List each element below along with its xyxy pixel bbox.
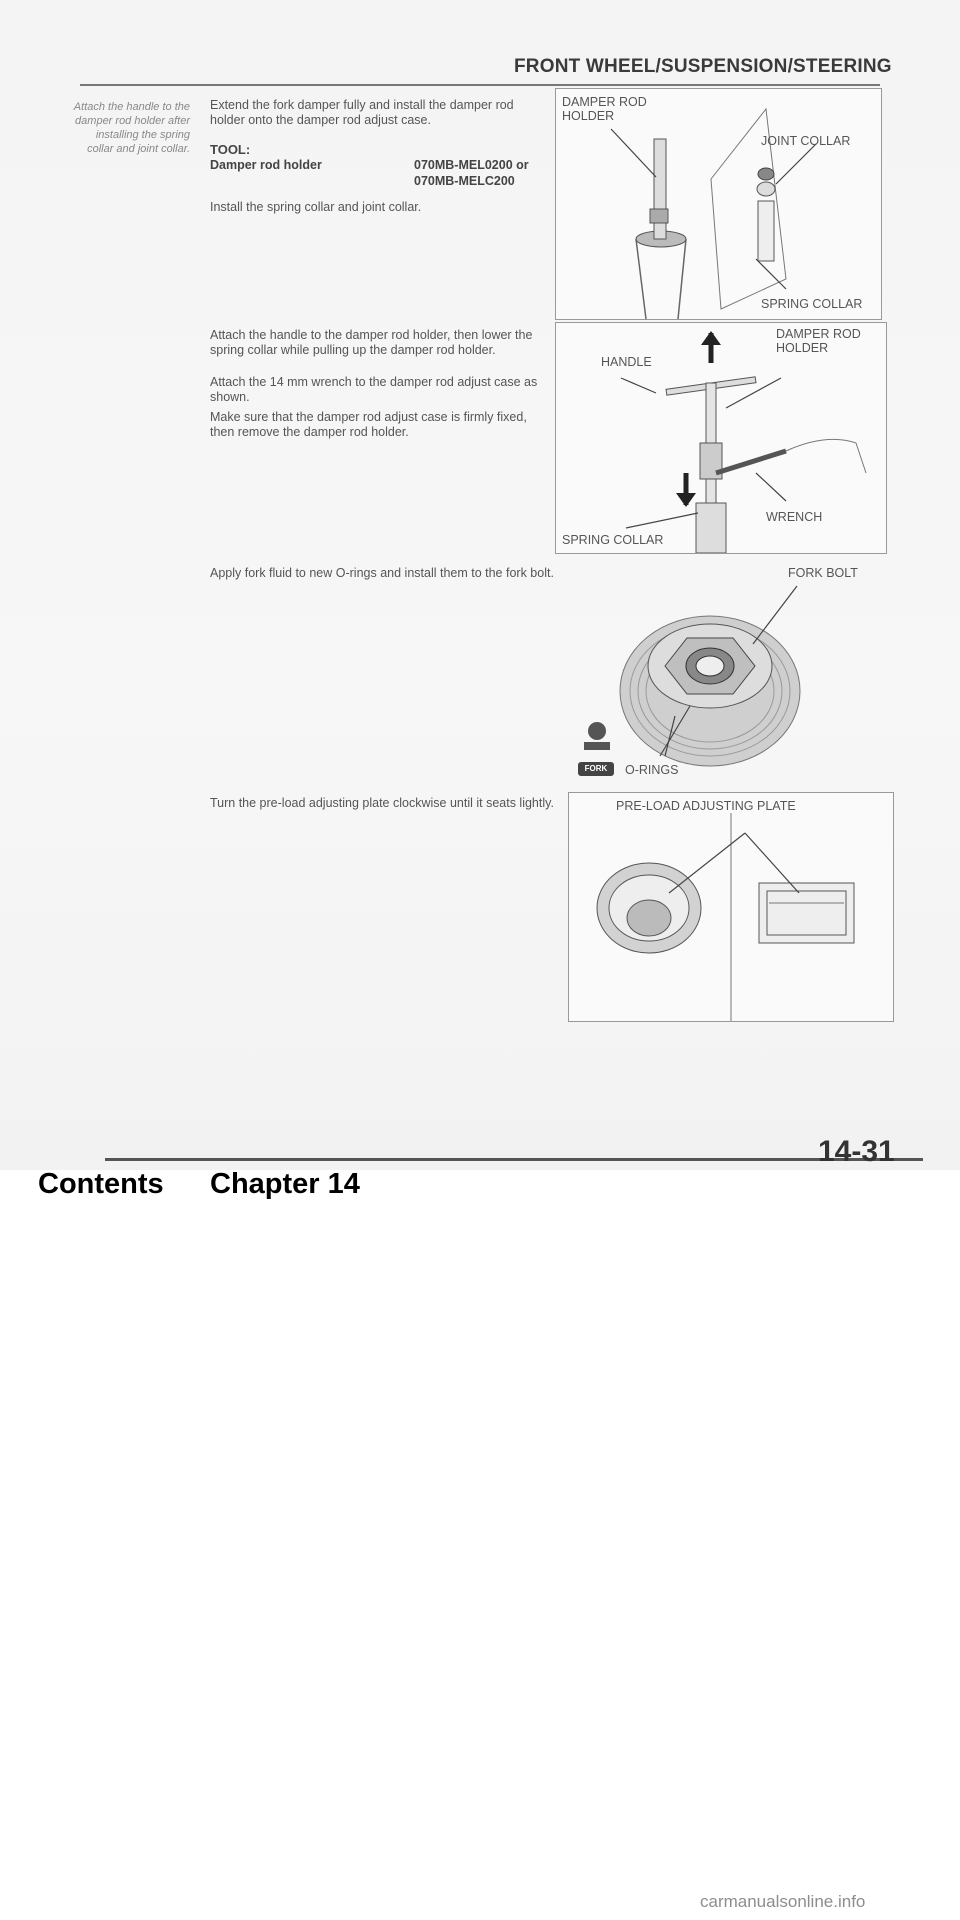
step1-text2: Install the spring collar and joint collar. bbox=[210, 200, 422, 214]
figure-fork-bolt bbox=[570, 566, 890, 786]
chapter-link[interactable]: Chapter 14 bbox=[210, 1168, 360, 1200]
label-damper-rod-holder: DAMPER ROD HOLDER bbox=[562, 95, 647, 123]
step2-text2: Attach the 14 mm wrench to the damper rod adjust case as shown. bbox=[210, 375, 538, 404]
label-spring-collar: SPRING COLLAR bbox=[761, 297, 863, 311]
label-wrench: WRENCH bbox=[766, 510, 823, 524]
step3-text: Apply fork fluid to new O-rings and install them to the fork bolt. bbox=[210, 566, 554, 580]
tool-label: TOOL: bbox=[210, 142, 251, 157]
label-fork-bolt: FORK BOLT bbox=[788, 566, 858, 580]
label-damper-rod-holder-2: DAMPER ROD HOLDER bbox=[776, 327, 861, 355]
page-number: 14-31 bbox=[818, 1135, 895, 1168]
label-preload-plate: PRE-LOAD ADJUSTING PLATE bbox=[616, 799, 796, 813]
margin-note: Attach the handle to the damper rod holder after installing the spring collar and joint collar. bbox=[73, 101, 190, 155]
fork-fluid-icon: FORK bbox=[584, 764, 608, 773]
watermark: carmanualsonline.info bbox=[700, 1892, 866, 1911]
tool-code-2: 070MB-MELC200 bbox=[414, 174, 515, 188]
header-divider bbox=[80, 84, 880, 86]
tool-name: Damper rod holder bbox=[210, 158, 322, 172]
figure-3-drawing bbox=[570, 566, 890, 786]
figure-damper-rod-holder bbox=[555, 88, 882, 320]
step2-text: Attach the handle to the damper rod holder, then lower the spring collar while pulling up the damper rod holder. bbox=[210, 328, 533, 357]
label-joint-collar: JOINT COLLAR bbox=[761, 134, 851, 148]
figure-1-drawing bbox=[556, 89, 881, 319]
step2-text3: Make sure that the damper rod adjust case is firmly fixed, then remove the damper rod holder. bbox=[210, 410, 527, 439]
label-o-rings: O-RINGS bbox=[625, 763, 679, 777]
figure-handle-wrench bbox=[555, 322, 887, 554]
tool-code-1: 070MB-MEL0200 or bbox=[414, 158, 529, 172]
section-header: FRONT WHEEL/SUSPENSION/STEERING bbox=[514, 56, 892, 77]
label-handle: HANDLE bbox=[601, 355, 652, 369]
step4-text: Turn the pre-load adjusting plate clockwise until it seats lightly. bbox=[210, 796, 554, 810]
label-spring-collar-2: SPRING COLLAR bbox=[562, 533, 664, 547]
figure-preload-plate bbox=[568, 792, 894, 1022]
footer-divider bbox=[105, 1158, 923, 1161]
contents-link[interactable]: Contents bbox=[38, 1168, 164, 1200]
figure-4-drawing bbox=[569, 793, 893, 1021]
step1-text: Extend the fork damper fully and install the damper rod holder onto the damper rod adjust case. bbox=[210, 98, 514, 127]
